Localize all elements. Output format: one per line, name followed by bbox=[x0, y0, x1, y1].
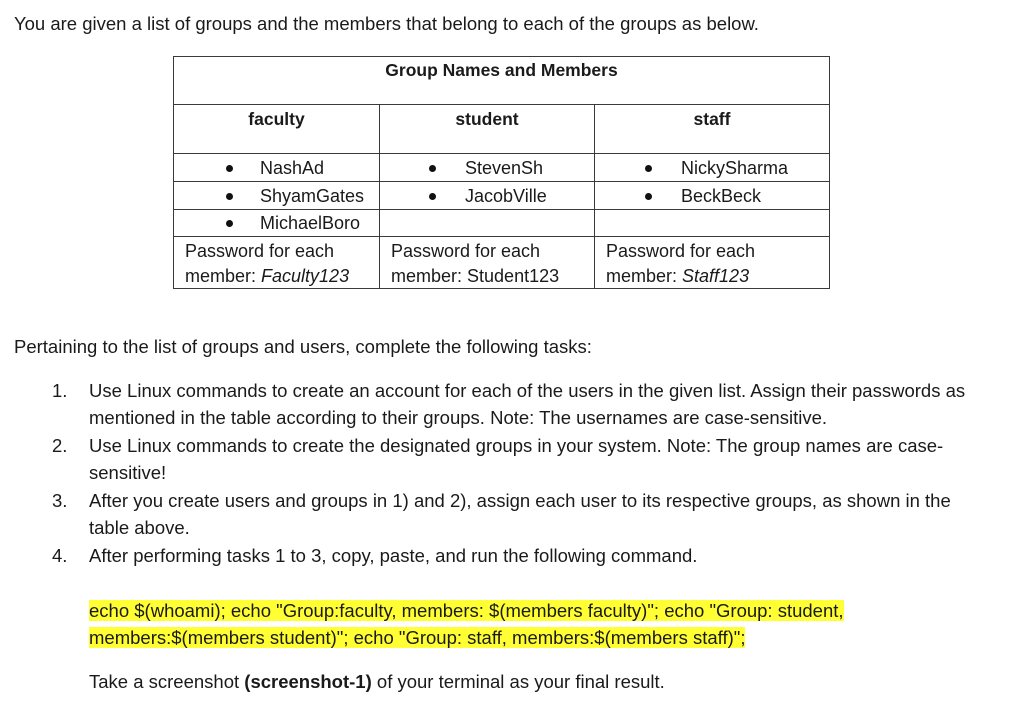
member-name: ShyamGates bbox=[260, 186, 365, 206]
password-prefix: member: bbox=[391, 266, 468, 286]
task-item-1 bbox=[89, 377, 965, 431]
table-line-row2 bbox=[173, 209, 830, 210]
member-name: StevenSh bbox=[465, 158, 544, 178]
pertaining-text: Pertaining to the list of groups and users, complete the following tasks: bbox=[14, 336, 592, 357]
header-student: student bbox=[455, 109, 519, 129]
table-line-row3 bbox=[173, 236, 830, 237]
password-cell-staff bbox=[606, 239, 755, 289]
table-line-title bbox=[173, 104, 830, 105]
final-text: Take a screenshot bbox=[89, 671, 245, 692]
task-line: Use Linux commands to create an account for each of the users in the given list. Assign their passwords as bbox=[89, 380, 966, 401]
password-label: Password for each bbox=[185, 241, 335, 261]
bullet-icon bbox=[226, 193, 233, 200]
password-value: Staff123 bbox=[682, 266, 750, 286]
bullet-icon bbox=[645, 193, 652, 200]
task-line: After you create users and groups in 1) and 2), assign each user to its respective groups, as shown in the bbox=[89, 490, 951, 511]
password-cell-faculty bbox=[185, 239, 349, 289]
task-number: 3. bbox=[52, 490, 68, 511]
header-staff: staff bbox=[693, 109, 731, 129]
intro-text: You are given a list of groups and the members that belong to each of the groups as below. bbox=[14, 13, 759, 34]
password-value: Student123 bbox=[467, 266, 560, 286]
command-line[interactable]: members:$(members student)"; echo "Group: staff, members:$(members staff)"; bbox=[89, 627, 746, 648]
table-border-top bbox=[173, 56, 830, 57]
member-name: JacobVille bbox=[465, 186, 547, 206]
task-number: 4. bbox=[52, 545, 68, 566]
final-instruction bbox=[89, 671, 665, 693]
bullet-icon bbox=[226, 165, 233, 172]
group-table bbox=[173, 56, 830, 289]
bullet-icon bbox=[429, 193, 436, 200]
password-label: Password for each bbox=[391, 241, 541, 261]
member-name: BeckBeck bbox=[681, 186, 762, 206]
task-number: 1. bbox=[52, 380, 68, 401]
task-item-4 bbox=[89, 542, 697, 569]
table-col-divider-1 bbox=[379, 104, 380, 289]
table-line-row1 bbox=[173, 181, 830, 182]
table-title: Group Names and Members bbox=[385, 60, 618, 80]
header-faculty: faculty bbox=[248, 109, 305, 129]
command-line[interactable]: echo $(whoami); echo "Group:faculty, members: $(members faculty)"; echo "Group: student, bbox=[89, 600, 844, 621]
password-prefix: member: bbox=[606, 266, 683, 286]
bullet-icon bbox=[429, 165, 436, 172]
table-border-left bbox=[173, 56, 174, 289]
member-name: NashAd bbox=[260, 158, 325, 178]
password-cell-student bbox=[391, 239, 559, 289]
password-value: Faculty123 bbox=[261, 266, 350, 286]
final-text: of your terminal as your final result. bbox=[371, 671, 665, 692]
task-line: Use Linux commands to create the designated groups in your system. Note: The group names are case- bbox=[89, 435, 944, 456]
task-number: 2. bbox=[52, 435, 68, 456]
screenshot-label: (screenshot-1) bbox=[244, 671, 372, 692]
bullet-icon bbox=[645, 165, 652, 172]
table-line-header bbox=[173, 153, 830, 154]
task-line: mentioned in the table according to their groups. Note: The usernames are case-sensitive. bbox=[89, 407, 828, 428]
task-item-3 bbox=[89, 487, 951, 541]
table-border-right bbox=[829, 56, 830, 289]
task-line: After performing tasks 1 to 3, copy, paste, and run the following command. bbox=[89, 545, 698, 566]
table-col-divider-2 bbox=[594, 104, 595, 289]
password-label: Password for each bbox=[606, 241, 756, 261]
task-line: table above. bbox=[89, 517, 190, 538]
member-name: NickySharma bbox=[681, 158, 789, 178]
command-block[interactable] bbox=[89, 597, 844, 651]
task-line: sensitive! bbox=[89, 462, 167, 483]
bullet-icon bbox=[226, 220, 233, 227]
password-prefix: member: bbox=[185, 266, 262, 286]
member-name: MichaelBoro bbox=[260, 213, 361, 233]
task-item-2 bbox=[89, 432, 943, 486]
